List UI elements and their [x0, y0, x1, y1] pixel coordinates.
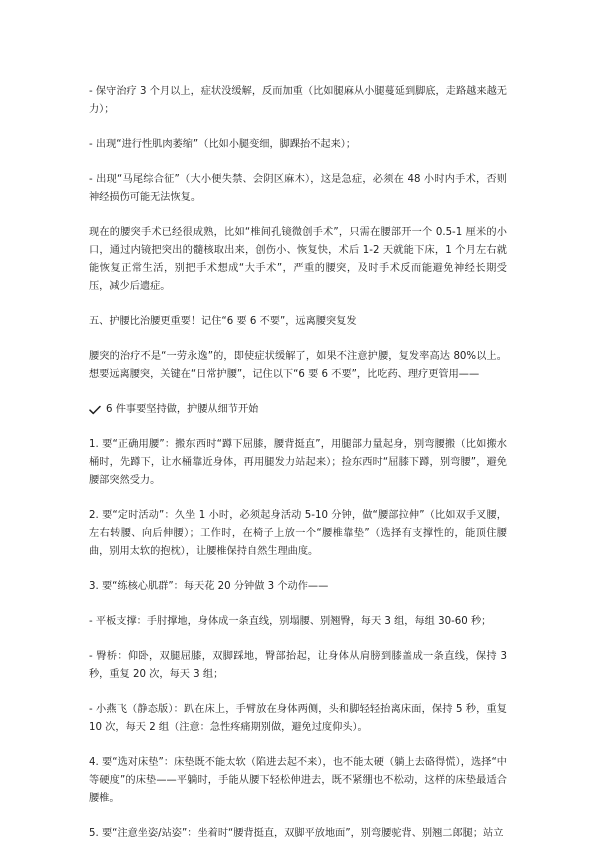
list-item-superman: - 小燕飞（静态版）：趴在床上，手臂放在身体两侧，头和脚轻轻抬离床面，保持 5 秒，重复 10 次，每天 2 组（注意：急性疼痛期别做，避免过度仰头）。	[89, 704, 507, 733]
paragraph-surgery-info: 现在的腰突手术已经很成熟，比如“椎间孔镜微创手术”，只需在腰部开一个 0.5-1 厘米的小口，通过内镜把突出的髓核取出来，创伤小、恢复快，术后 1-2 天就能下床，1 个月左右就能恢复正常生活，别把手术想成“大手术”，严重的腰突，及时手术反而能避免神经长期受压，减少后遗症。	[89, 227, 507, 292]
list-item-3: 3. 要“练核心肌群”：每天花 20 分钟做 3 个动作——	[89, 581, 329, 592]
check-line	[89, 401, 507, 419]
section-heading-five: 五、护腰比治腰更重要！记住“6 要 6 不要”，远离腰突复发	[89, 316, 357, 327]
check-line-text: 6 件事要坚持做，护腰从细节开始	[106, 404, 259, 415]
paragraph-cauda-equina: - 出现“马尾综合征”（大小便失禁、会阴区麻木），这是急症，必须在 48 小时内手术，否则神经损伤可能无法恢复。	[89, 174, 507, 203]
paragraph-muscle-atrophy: - 出现“进行性肌肉萎缩”（比如小腿变细，脚踝抬不起来）；	[89, 139, 357, 150]
list-item-glute-bridge: - 臀桥：仰卧，双腿屈膝，双脚踩地，臀部抬起，让身体从肩膀到膝盖成一条直线，保持 3 秒，重复 20 次，每天 3 组；	[89, 651, 507, 680]
list-item-2: 2. 要“定时活动”：久坐 1 小时，必须起身活动 5-10 分钟，做“腰部拉伸”（比如双手叉腰，左右转腰、向后伸腰）；工作时，在椅子上放一个“腰椎靠垫”（选择有支撑性的，能顶住腰曲，别用太软的抱枕），让腰椎保持自然生理曲度。	[89, 510, 507, 557]
list-item-1: 1. 要“正确用腰”：搬东西时“蹲下屈膝，腰背挺直”，用腿部力量起身，别弯腰搬（比如搬水桶时，先蹲下，让水桶靠近身体，再用腿发力站起来）；捡东西时“屈膝下蹲，别弯腰”，避免腰部突然受力。	[89, 439, 507, 486]
list-item-4: 4. 要“选对床垫”：床垫既不能太软（陷进去起不来），也不能太硬（躺上去硌得慌），选择“中等硬度”的床垫——平躺时，手能从腰下轻松伸进去，既不紧绷也不松动，这样的床垫最适合腰椎。	[89, 757, 507, 804]
list-item-plank: - 平板支撑：手肘撑地，身体成一条直线，别塌腰、别翘臀，每天 3 组，每组 30-60 秒；	[89, 616, 492, 627]
paragraph-recurrence: 腰突的治疗不是“一劳永逸”的，即使症状缓解了，如果不注意护腰，复发率高达 80%以上。想要远离腰突，关键在“日常护腰”，记住以下“6 要 6 不要”，比吃药、理疗更管用——	[89, 351, 507, 380]
list-item-5: 5. 要“注意坐姿/站姿”：坐着时“腰背挺直，双脚平放地面”，别弯腰驼背、别翘二郎腿；站立	[89, 828, 504, 839]
check-mark-icon	[89, 405, 102, 415]
paragraph-conservative-failure: - 保守治疗 3 个月以上，症状没缓解，反而加重（比如腿麻从小腿蔓延到脚底，走路越来越无力）；	[89, 86, 507, 115]
